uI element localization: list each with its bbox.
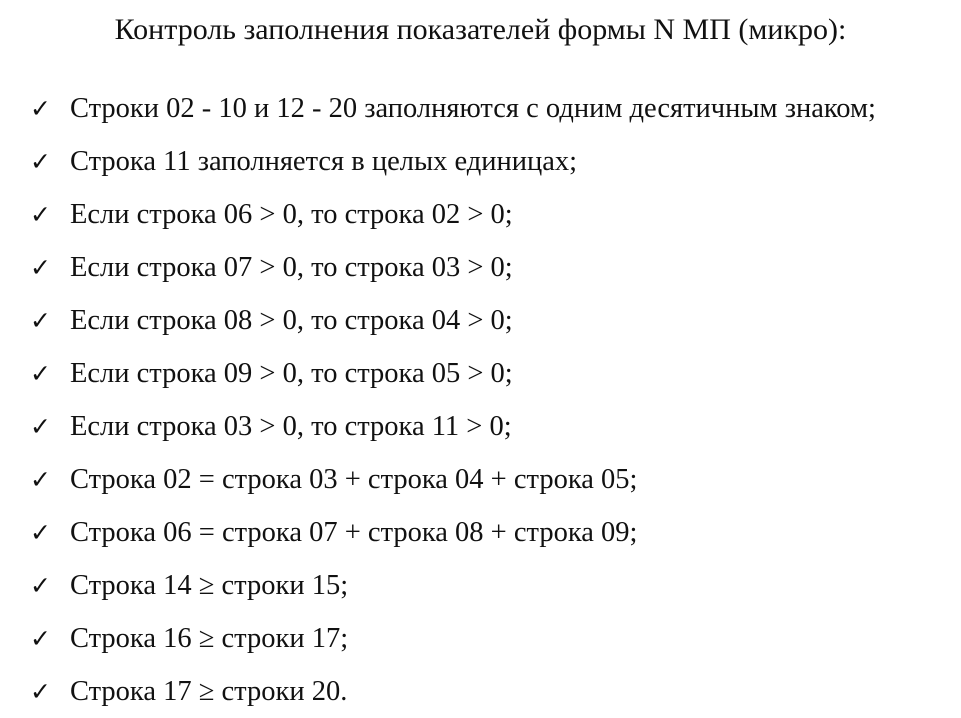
- rule-text: Если строка 08 > 0, то строка 04 > 0;: [70, 304, 513, 336]
- list-item: [30, 400, 876, 453]
- rule-text: Строка 16 ≥ строки 17;: [70, 622, 349, 654]
- check-mark-icon: ✓: [30, 94, 51, 123]
- rule-text: Если строка 03 > 0, то строка 11 > 0;: [70, 410, 512, 442]
- list-item: [30, 665, 876, 718]
- list-item: [30, 559, 876, 612]
- rule-text: Если строка 09 > 0, то строка 05 > 0;: [70, 357, 513, 389]
- rule-text: Строка 02 = строка 03 + строка 04 + строка 05;: [70, 463, 638, 495]
- rule-text: Строка 06 = строка 07 + строка 08 + строка 09;: [70, 516, 638, 548]
- check-mark-icon: ✓: [30, 147, 51, 176]
- check-mark-icon: ✓: [30, 518, 51, 547]
- rule-text: Строки 02 - 10 и 12 - 20 заполняются с одним десятичным знаком;: [70, 92, 876, 124]
- check-mark-icon: ✓: [30, 253, 51, 282]
- check-mark-icon: ✓: [30, 571, 51, 600]
- rule-text: Строка 17 ≥ строки 20.: [70, 675, 348, 707]
- check-mark-icon: ✓: [30, 677, 51, 706]
- rules-list: [30, 82, 876, 718]
- rule-text: Строка 14 ≥ строки 15;: [70, 569, 349, 601]
- list-item: [30, 453, 876, 506]
- check-mark-icon: ✓: [30, 412, 51, 441]
- list-item: [30, 347, 876, 400]
- page-title: Контроль заполнения показателей формы N МП (микро):: [114, 13, 847, 46]
- list-item: [30, 612, 876, 665]
- list-item: [30, 188, 876, 241]
- check-mark-icon: ✓: [30, 359, 51, 388]
- list-item: [30, 294, 876, 347]
- check-mark-icon: ✓: [30, 306, 51, 335]
- check-mark-icon: ✓: [30, 200, 51, 229]
- list-item: [30, 241, 876, 294]
- check-mark-icon: ✓: [30, 624, 51, 653]
- list-item: [30, 506, 876, 559]
- list-item: [30, 135, 876, 188]
- rule-text: Строка 11 заполняется в целых единицах;: [70, 145, 578, 177]
- list-item: [30, 82, 876, 135]
- check-mark-icon: ✓: [30, 465, 51, 494]
- rule-text: Если строка 07 > 0, то строка 03 > 0;: [70, 251, 513, 283]
- rule-text: Если строка 06 > 0, то строка 02 > 0;: [70, 198, 513, 230]
